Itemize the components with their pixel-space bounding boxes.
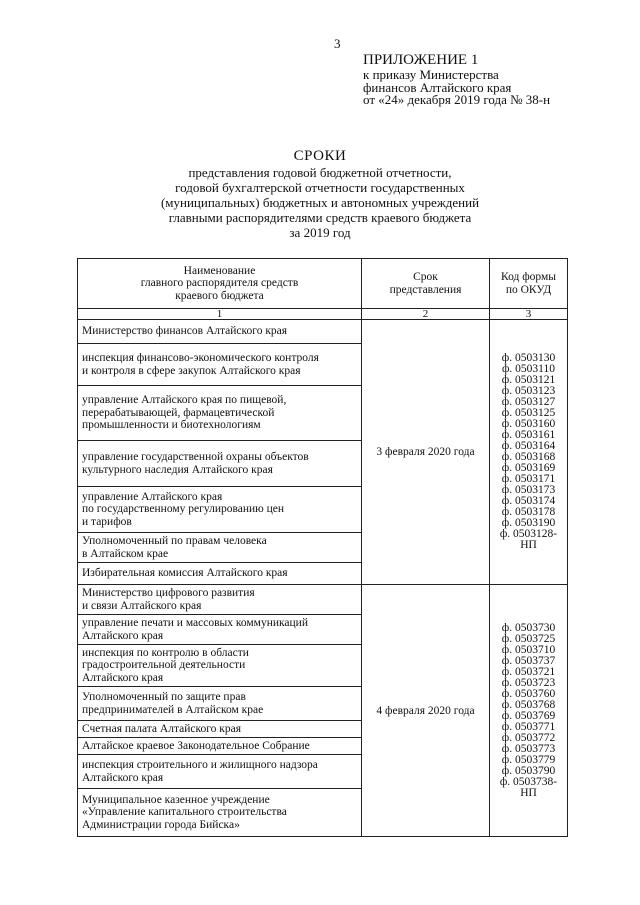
- organization-name: Муниципальное казенное учреждение «Управление капитального строительства Администрации города Бийска»: [78, 789, 362, 837]
- okud-code: ф. 0503128-НП: [499, 528, 558, 551]
- table-row: [78, 320, 568, 344]
- okud-code: ф. 0503123: [501, 385, 556, 397]
- organization-name: управление Алтайского края по государственному регулированию цен и тарифов: [78, 487, 362, 533]
- organization-name: инспекция строительного и жилищного надзора Алтайского края: [78, 755, 362, 789]
- organization-name: Алтайское краевое Законодательное Собрание: [78, 738, 362, 755]
- okud-code: ф. 0503769: [501, 709, 556, 722]
- appendix-line: от «24» декабря 2019 года № 38-н: [363, 92, 551, 107]
- okud-code: ф. 0503130: [501, 352, 556, 364]
- okud-code: ф. 0503790: [501, 764, 556, 777]
- okud-code: ф. 0503768: [501, 698, 556, 711]
- okud-code: ф. 0503738-НП: [499, 775, 558, 799]
- organization-name: Министерство финансов Алтайского края: [78, 320, 362, 344]
- organization-name: управление государственной охраны объектов культурного наследия Алтайского края: [78, 441, 362, 487]
- okud-code: ф. 0503773: [501, 742, 556, 755]
- deadline-cell: 3 февраля 2020 года: [362, 320, 490, 585]
- okud-code: ф. 0503161: [501, 429, 556, 441]
- appendix-line: финансов Алтайского края: [363, 79, 512, 95]
- header-deadline: Срок представления: [362, 259, 490, 309]
- okud-code: ф. 0503125: [501, 407, 556, 419]
- okud-code: ф. 0503171: [501, 473, 556, 485]
- column-number: 3: [490, 309, 568, 320]
- organization-name: Счетная палата Алтайского края: [78, 721, 362, 738]
- okud-code: ф. 0503772: [501, 731, 556, 744]
- okud-code: ф. 0503160: [501, 418, 556, 430]
- okud-code: ф. 0503121: [501, 374, 556, 386]
- heading-line: за 2019 год: [289, 225, 351, 240]
- okud-code: ф. 0503725: [501, 632, 556, 645]
- document-heading: [0, 148, 640, 240]
- okud-code: ф. 0503174: [501, 495, 556, 507]
- okud-code: ф. 0503737: [501, 654, 556, 667]
- okud-code: ф. 0503779: [501, 753, 556, 766]
- column-number: 2: [362, 309, 490, 320]
- okud-code: ф. 0503178: [501, 506, 556, 518]
- heading-line: (муниципальных) бюджетных и автономных учреждений: [160, 195, 480, 210]
- okud-code: ф. 0503710: [501, 643, 556, 656]
- okud-code: ф. 0503723: [501, 676, 556, 689]
- okud-code: ф. 0503760: [501, 687, 556, 700]
- okud-code: ф. 0503721: [501, 665, 556, 678]
- okud-code: ф. 0503169: [501, 462, 556, 474]
- deadlines-table: [77, 258, 568, 837]
- heading-line: представления годовой бюджетной отчетности,: [188, 165, 452, 180]
- appendix-title: ПРИЛОЖЕНИЕ 1: [363, 52, 479, 68]
- okud-code: ф. 0503771: [501, 720, 556, 733]
- okud-codes-cell: [490, 320, 568, 585]
- okud-code: ф. 0503164: [501, 440, 556, 452]
- organization-name: Избирательная комиссия Алтайского края: [78, 563, 362, 585]
- header-okud: Код формы по ОКУД: [490, 259, 568, 309]
- okud-code: ф. 0503110: [501, 363, 556, 375]
- organization-name: Министерство цифрового развития и связи Алтайского края: [78, 585, 362, 615]
- table-row: [78, 585, 568, 615]
- heading-line: главными распорядителями средств краевого бюджета: [168, 210, 472, 225]
- organization-name: Уполномоченный по защите прав предпринимателей в Алтайском крае: [78, 687, 362, 721]
- organization-name: Уполномоченный по правам человека в Алтайском крае: [78, 533, 362, 563]
- page-number: 3: [334, 36, 341, 51]
- heading-line: годовой бухгалтерской отчетности государственных: [175, 180, 465, 195]
- okud-code: ф. 0503173: [501, 484, 556, 496]
- okud-code: ф. 0503127: [501, 396, 556, 408]
- okud-codes-cell: [490, 585, 568, 837]
- organization-name: инспекция финансово-экономического контроля и контроля в сфере закупок Алтайского края: [78, 344, 362, 386]
- okud-code: ф. 0503730: [501, 621, 556, 634]
- okud-code: ф. 0503190: [501, 517, 556, 529]
- okud-code: ф. 0503168: [501, 451, 556, 463]
- table-header-row: [78, 259, 568, 309]
- deadline-cell: 4 февраля 2020 года: [362, 585, 490, 837]
- organization-name: инспекция по контролю в области градостроительной деятельности Алтайского края: [78, 645, 362, 687]
- column-number: 1: [78, 309, 362, 320]
- organization-name: управление печати и массовых коммуникаций Алтайского края: [78, 615, 362, 645]
- appendix-block: [363, 52, 550, 107]
- document-title: СРОКИ: [293, 148, 347, 164]
- column-number-row: [78, 309, 568, 320]
- appendix-line: к приказу Министерства: [363, 67, 499, 82]
- header-name: Наименование главного распорядителя средств краевого бюджета: [78, 259, 362, 309]
- organization-name: управление Алтайского края по пищевой, перерабатывающей, фармацевтической промышленности и биотехнологиям: [78, 386, 362, 441]
